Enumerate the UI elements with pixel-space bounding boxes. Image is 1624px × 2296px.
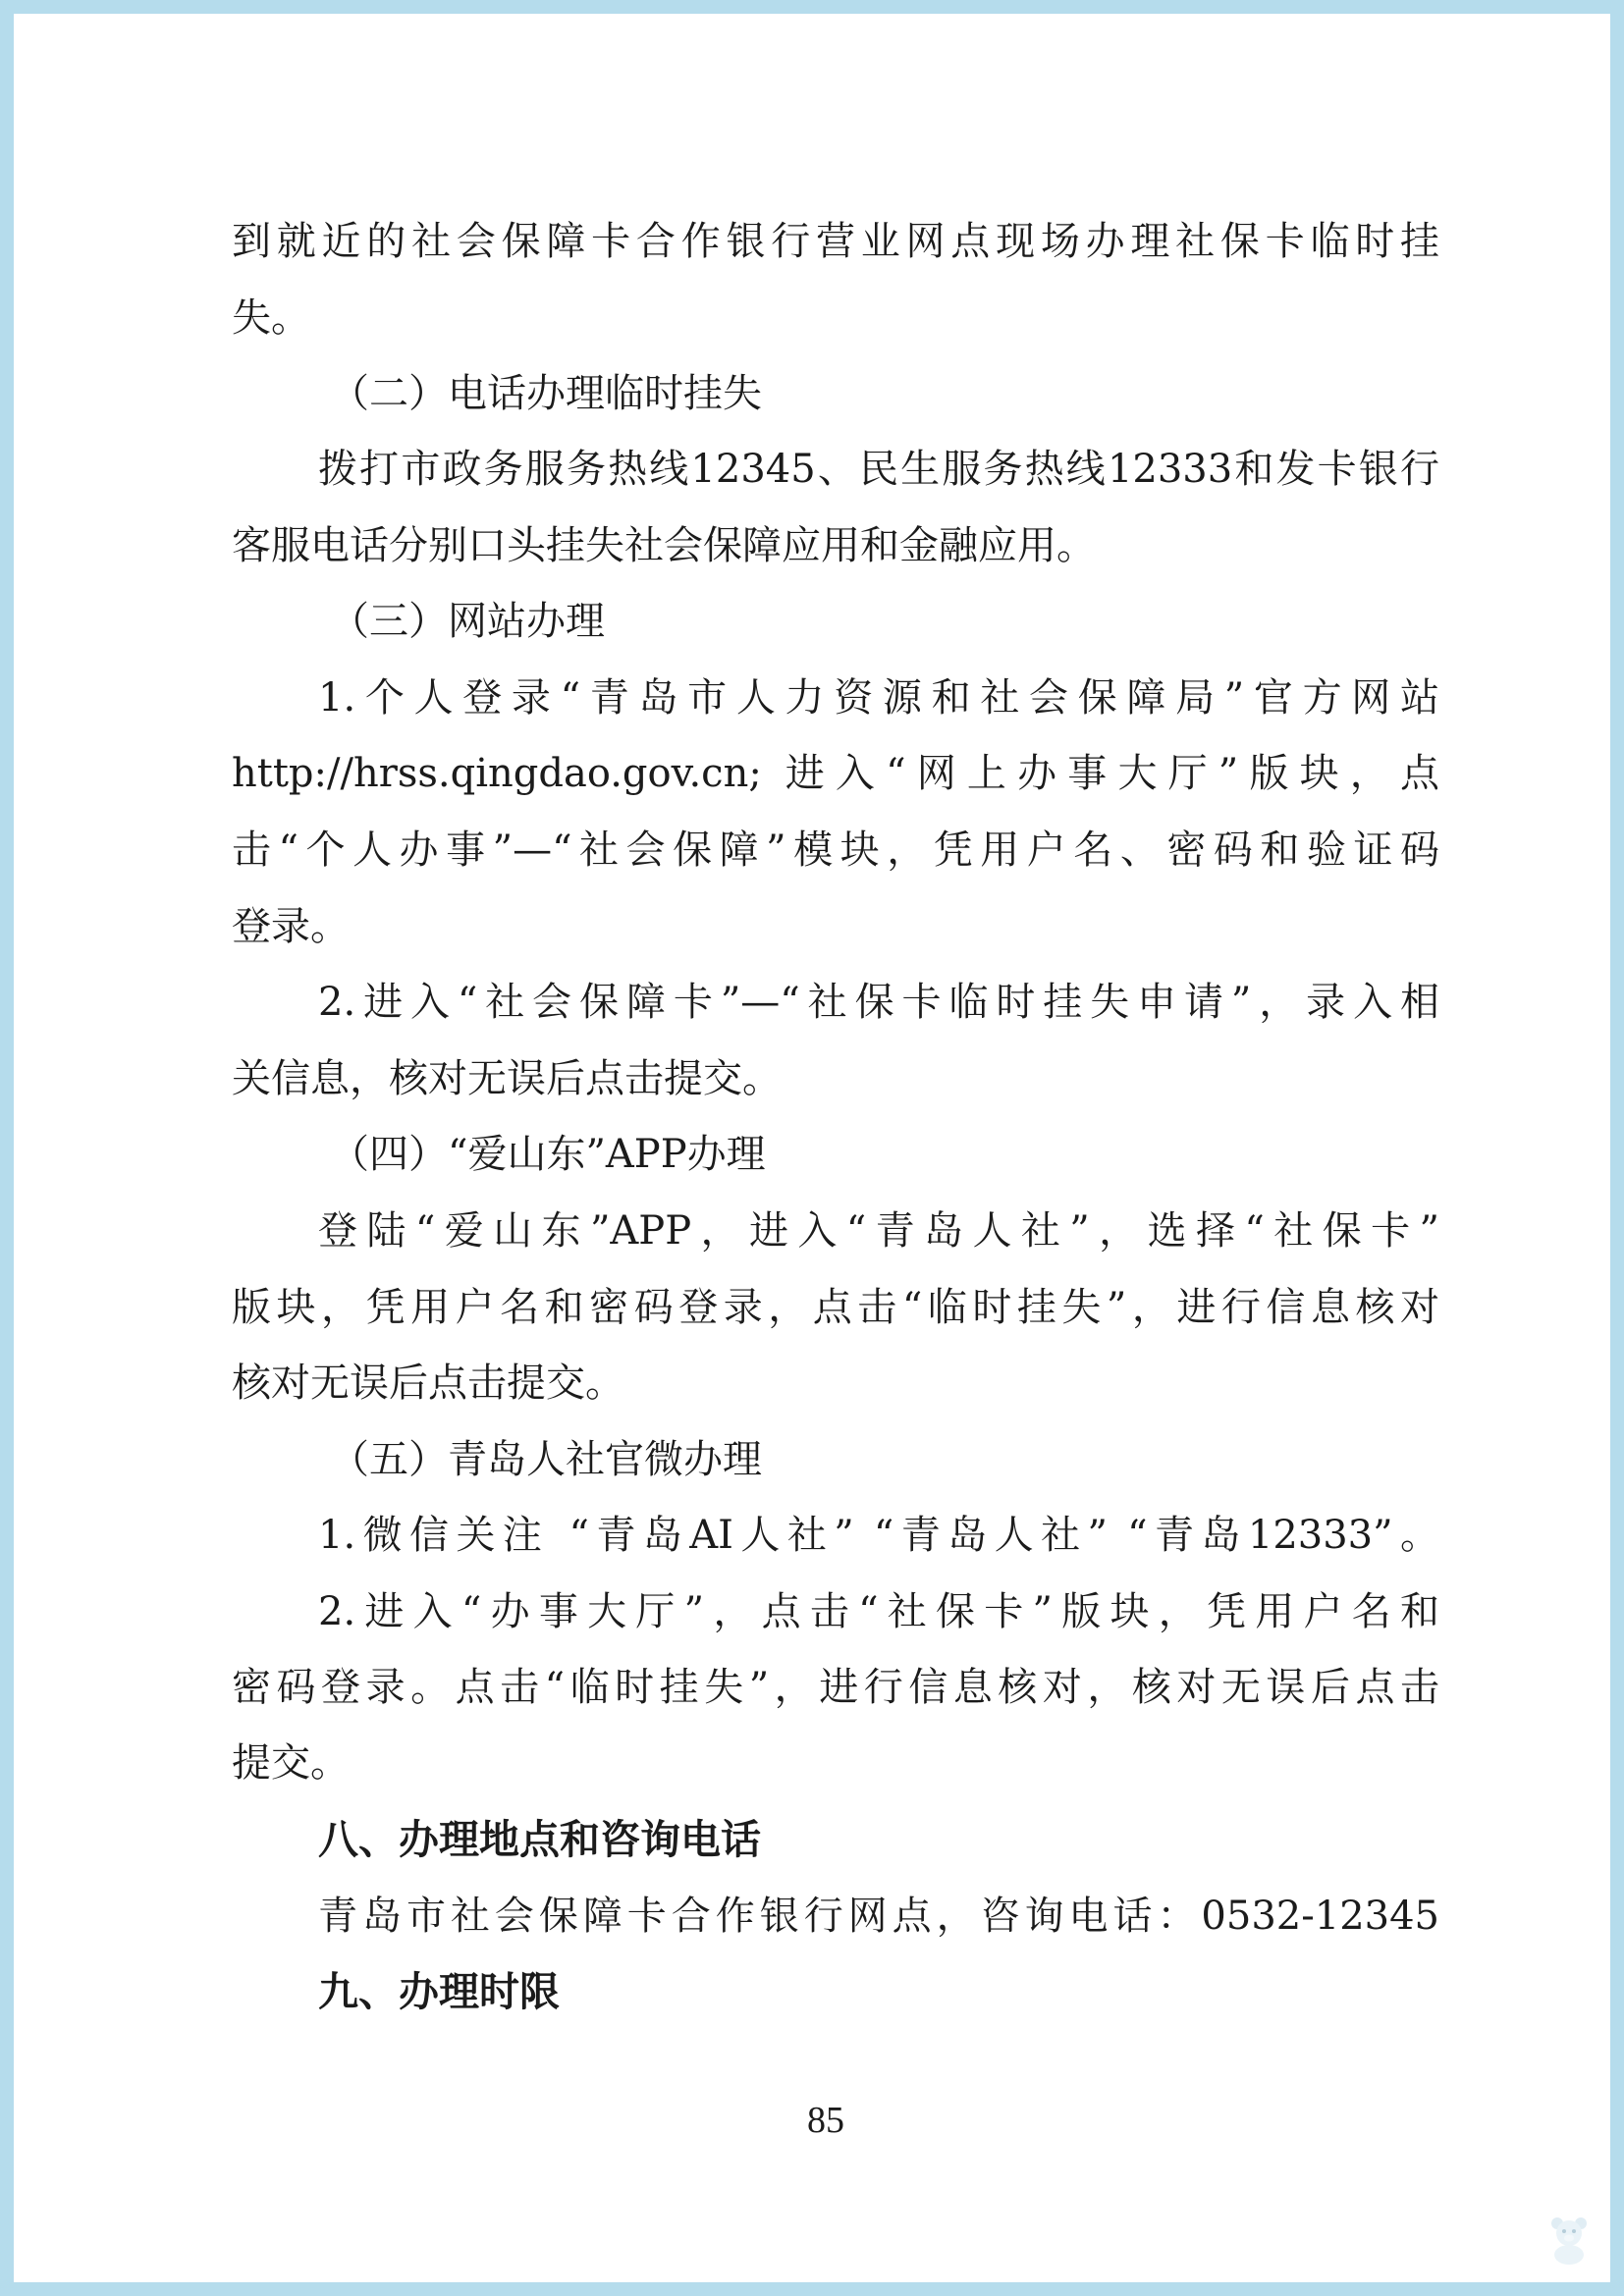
teddy-bear-icon — [1545, 2214, 1593, 2265]
section-subheading: （三）网站办理 — [330, 599, 605, 644]
paragraph-line: 到就近的社会保障卡合作银行营业网点现场办理社保卡临时挂 — [232, 219, 1439, 264]
page-number: 85 — [807, 2100, 844, 2141]
paragraph-line: 客服电话分别口头挂失社会保障应用和金融应用。 — [232, 523, 1096, 568]
paragraph-line: http://hrss.qingdao.gov.cn; 进入“网上办事大厅”版块，点 — [232, 751, 1439, 796]
section-heading: 九、办理时限 — [318, 1968, 560, 2015]
paragraph-line: 拨打市政务服务热线12345、民生服务热线12333和发卡银行 — [318, 447, 1439, 492]
section-subheading: （二）电话办理临时挂失 — [330, 371, 762, 416]
section-heading: 八、办理地点和咨询电话 — [318, 1816, 761, 1863]
paragraph-line: 版块，凭用户名和密码登录，点击“临时挂失”，进行信息核对 — [232, 1285, 1439, 1330]
paragraph-line: 2.进入“办事大厅”，点击“社保卡”版块，凭用户名和 — [318, 1589, 1439, 1634]
paragraph-line: 失。 — [232, 295, 310, 341]
paragraph-line: 1.微信关注 “青岛AI人社” “青岛人社” “青岛12333”。 — [318, 1513, 1439, 1558]
paragraph-line: 1.个人登录“青岛市人力资源和社会保障局”官方网站 — [318, 675, 1439, 721]
paragraph-line: 密码登录。点击“临时挂失”，进行信息核对，核对无误后点击 — [232, 1665, 1439, 1710]
paragraph-line: 2.进入“社会保障卡”—“社保卡临时挂失申请”，录入相 — [318, 980, 1439, 1025]
paragraph-line: 核对无误后点击提交。 — [232, 1361, 624, 1406]
paragraph-line: 关信息，核对无误后点击提交。 — [232, 1056, 782, 1101]
paragraph-line: 提交。 — [232, 1740, 350, 1786]
paragraph-line: 登录。 — [232, 904, 350, 949]
section-subheading: （四）“爱山东”APP办理 — [330, 1132, 766, 1177]
section-subheading: （五）青岛人社官微办理 — [330, 1437, 762, 1482]
paragraph-line: 青岛市社会保障卡合作银行网点，咨询电话：0532-12345 — [318, 1894, 1439, 1939]
paragraph-line: 登陆“爱山东”APP，进入“青岛人社”，选择“社保卡” — [318, 1208, 1439, 1254]
paragraph-line: 击“个人办事”—“社会保障”模块，凭用户名、密码和验证码 — [232, 828, 1439, 873]
